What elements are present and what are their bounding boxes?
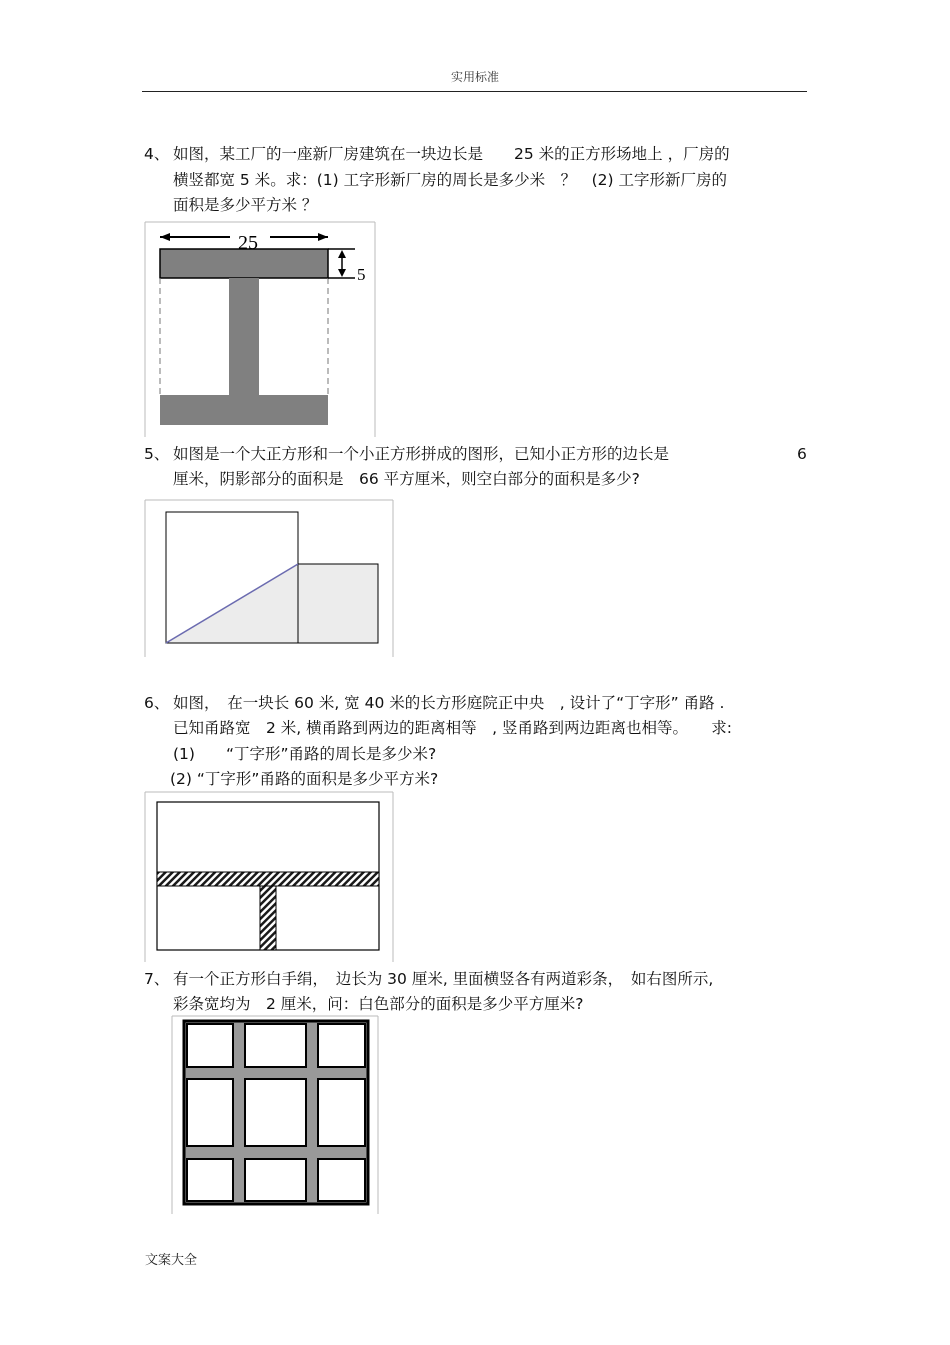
page-footer: 文案大全 bbox=[145, 1253, 198, 1268]
vertical-path bbox=[260, 886, 276, 950]
problem-6-line-2: 已知甬路宽 2 米, 横甬路到两边的距离相等 , 竖甬路到两边距离也相等。 求: bbox=[173, 719, 732, 737]
arrowhead-right bbox=[318, 233, 328, 241]
problem-6-sub-1: (1) “丁字形”甬路的周长是多少米? bbox=[173, 745, 437, 763]
problem-5-number: 5、 bbox=[144, 445, 170, 463]
arrowhead-up bbox=[338, 250, 346, 258]
white-cell bbox=[187, 1079, 233, 1146]
i-beam-web bbox=[229, 278, 259, 395]
problem-7-line-2: 彩条宽均为 2 厘米，问：白色部分的面积是多少平方厘米? bbox=[173, 995, 584, 1013]
problem-5-figure bbox=[145, 500, 395, 657]
problem-4-figure bbox=[145, 222, 380, 437]
i-beam-bottom-flange bbox=[160, 395, 328, 425]
problem-6-figure bbox=[145, 792, 395, 962]
problem-6-line-1: 如图， 在一块长 60 米, 宽 40 米的长方形庭院正中央 , 设计了“丁字形” 甬路 . bbox=[173, 694, 725, 712]
problem-5-trailing-number: 6 bbox=[797, 445, 807, 463]
white-cell bbox=[245, 1159, 306, 1201]
problem-7-number: 7、 bbox=[144, 970, 170, 988]
horizontal-path bbox=[157, 872, 379, 886]
problem-5-line-2: 厘米，阴影部分的面积是 66 平方厘米，则空白部分的面积是多少? bbox=[173, 470, 640, 488]
problem-6-number: 6、 bbox=[144, 694, 170, 712]
white-cell bbox=[318, 1079, 365, 1146]
problem-7-line-1: 有一个正方形白手绢， 边长为 30 厘米, 里面横竖各有两道彩条， 如右图所示, bbox=[173, 970, 714, 988]
small-square bbox=[298, 564, 378, 643]
white-cell bbox=[245, 1024, 306, 1067]
arrowhead-left bbox=[160, 233, 170, 241]
problem-5-line-1: 如图是一个大正方形和一个小正方形拼成的图形，已知小正方形的边长是 bbox=[173, 445, 670, 463]
white-cell bbox=[245, 1079, 306, 1146]
white-cell bbox=[318, 1159, 365, 1201]
problem-6-sub-2: (2) “丁字形”甬路的面积是多少平方米? bbox=[170, 770, 439, 788]
problem-4-line-3: 面积是多少平方米 ？ bbox=[173, 196, 318, 214]
problem-4-line-1: 如图，某工厂的一座新厂房建筑在一块边长是 25 米的正方形场地上 ，厂房的 bbox=[173, 145, 730, 163]
header-rule bbox=[142, 91, 807, 92]
width-label: 25 bbox=[238, 232, 258, 254]
white-cell bbox=[187, 1159, 233, 1201]
problem-4-number: 4、 bbox=[144, 145, 170, 163]
arrowhead-down bbox=[338, 269, 346, 277]
page-header: 实用标准 bbox=[450, 70, 499, 84]
white-cell bbox=[318, 1024, 365, 1067]
problem-7-figure bbox=[172, 1016, 382, 1214]
white-cell bbox=[187, 1024, 233, 1067]
problem-4-line-2: 横竖都宽 5 米。求：(1) 工字形新厂房的周长是多少米 ？ (2) 工字形新厂房的 bbox=[173, 171, 727, 189]
height-label: 5 bbox=[357, 265, 366, 284]
